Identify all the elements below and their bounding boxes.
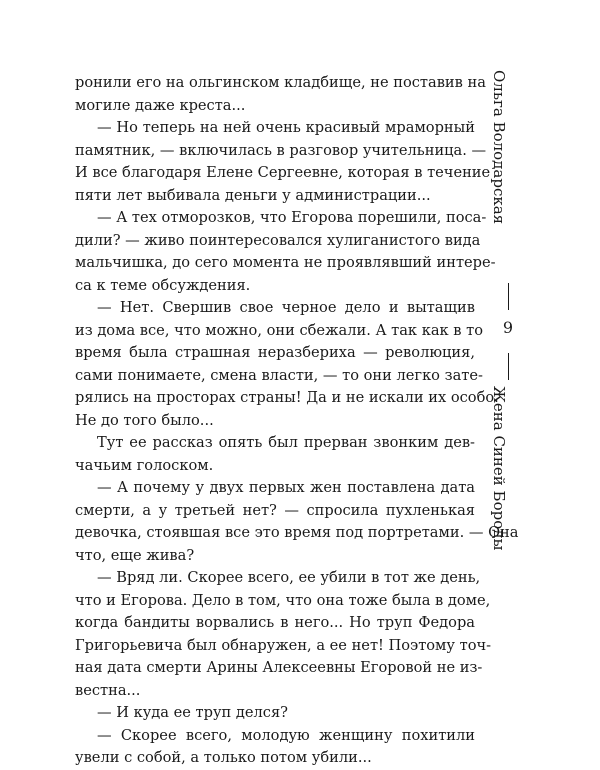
text-line: — И куда ее труп делся? (97, 704, 289, 721)
text-line: что и Егорова. Дело в том, что она тоже была в доме, (75, 591, 491, 609)
text-line: ная дата смерти Арины Алексеевны Егоровой не из- (75, 659, 483, 676)
divider (508, 353, 509, 380)
text-line: смерти, а у третьей нет? — спросила пухленькая (75, 501, 475, 519)
text-line: памятник, — включилась в разговор учительница. — (75, 141, 487, 159)
text-line: — А тех отморозков, что Егорова порешили, поса- (97, 209, 487, 226)
text-line: ронили его на ольгинском кладбище, не поставив на (75, 74, 486, 91)
text-line: са к теме обсуждения. (75, 276, 251, 294)
text-line: — Вряд ли. Скорее всего, ее убили в тот же день, (97, 569, 481, 586)
running-head-author: Ольга Володарская (490, 70, 508, 225)
divider (508, 283, 509, 310)
text-line: пяти лет выбивала деньги у администрации... (75, 186, 431, 204)
text-line: — Но теперь на ней очень красивый мраморный (97, 119, 475, 136)
text-line: чачьим голоском. (75, 456, 214, 474)
text-line: Григорьевича был обнаружен, а ее нет! Поэтому точ- (75, 636, 492, 654)
text-line: рялись на просторах страны! Да и не искали их особо. (75, 389, 499, 406)
text-line: Не до того было... (75, 411, 214, 429)
running-head-title: Жена Синей Бороды (490, 386, 508, 551)
text-line: — А почему у двух первых жен поставлена дата (97, 479, 475, 496)
text-line: девочка, стоявшая все это время под портретами. — Она (75, 524, 519, 541)
text-line: сами понимаете, смена власти, — то они легко зате- (75, 366, 483, 384)
text-line: вестна... (75, 681, 141, 699)
text-line: дили? — живо поинтересовался хулиганистого вида (75, 231, 481, 249)
text-line: из дома все, что можно, они сбежали. А так как в то (75, 321, 483, 339)
text-line: И все благодаря Елене Сергеевне, которая в течение (75, 164, 491, 181)
running-head (490, 70, 526, 610)
page-number: 9 (502, 318, 514, 337)
text-line: Тут ее рассказ опять был прерван звонким дев- (97, 434, 475, 451)
text-line: могиле даже креста... (75, 96, 246, 114)
text-line: что, еще жива? (75, 546, 195, 564)
text-line: мальчишка, до сего момента не проявлявший интере- (75, 254, 496, 271)
text-line: время была страшная неразбериха — революция, (75, 344, 475, 361)
text-line: — Нет. Свершив свое черное дело и вытащив (97, 299, 475, 316)
text-line: — Скорее всего, молодую женщину похитили (97, 726, 475, 744)
text-line: увели с собой, а только потом убили... (75, 749, 372, 766)
text-line: когда бандиты ворвались в него... Но труп Федора (75, 614, 475, 631)
